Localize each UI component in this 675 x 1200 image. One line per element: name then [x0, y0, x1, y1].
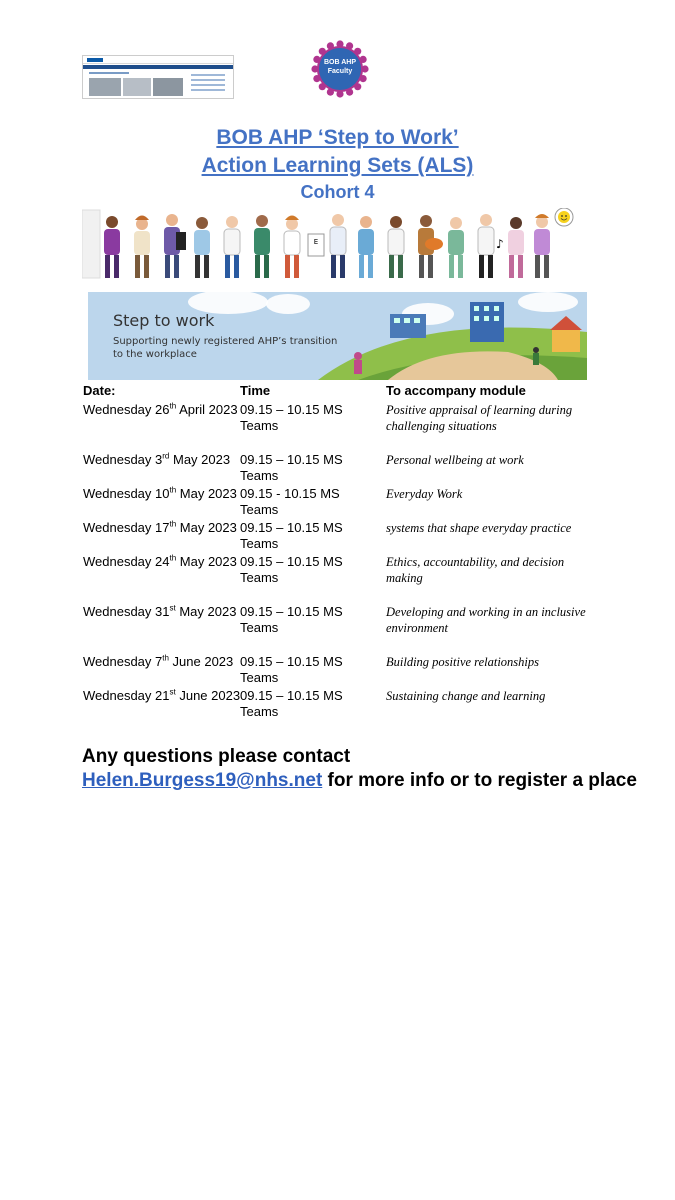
contact-suffix: for more info or to register a place	[322, 770, 637, 791]
session-time: 09.15 – 10.15 MS Teams	[240, 654, 343, 685]
session-time: 09.15 – 10.15 MS Teams	[240, 520, 343, 551]
session-time: 09.15 – 10.15 MS Teams	[240, 604, 343, 635]
badge-text: BOB AHP Faculty	[323, 59, 357, 75]
session-date: Wednesday 7th June 2023	[83, 653, 234, 669]
session-date: Wednesday 24th May 2023	[83, 553, 237, 569]
contact-prefix: Any questions please contact	[82, 746, 351, 767]
session-time: 09.15 – 10.15 MS Teams	[240, 452, 343, 483]
title-line-2: Action Learning Sets (ALS)	[201, 154, 474, 177]
session-date: Wednesday 26th April 2023	[83, 401, 238, 417]
session-time: 09.15 – 10.15 MS Teams	[240, 402, 343, 433]
session-module: Developing and working in an inclusive environment	[386, 605, 586, 635]
contact-paragraph	[82, 745, 642, 793]
title-cohort: Cohort 4	[300, 182, 375, 202]
svg-text:♪: ♪	[496, 237, 504, 251]
session-date: Wednesday 10th May 2023	[83, 485, 237, 501]
session-date: Wednesday 21st June 2023	[83, 687, 241, 703]
session-time: 09.15 – 10.15 MS Teams	[240, 554, 343, 585]
session-module: Personal wellbeing at work	[386, 453, 524, 467]
session-module: Building positive relationships	[386, 655, 540, 669]
healthcare-professionals-illustration	[82, 208, 590, 282]
session-time: 09.15 – 10.15 MS Teams	[240, 688, 343, 719]
banner-subtitle: Supporting newly registered AHP’s transition to the workplace	[113, 336, 338, 360]
session-date: Wednesday 17th May 2023	[83, 519, 237, 535]
session-date: Wednesday 3rd May 2023	[83, 451, 231, 467]
title-line-1: BOB AHP ‘Step to Work’	[216, 126, 459, 149]
banner-heading: Step to work	[113, 311, 215, 330]
session-module: Sustaining change and learning	[386, 689, 546, 703]
session-module: Ethics, accountability, and decision making	[386, 555, 565, 585]
session-module: Positive appraisal of learning during challenging situations	[386, 403, 573, 433]
website-screenshot-thumbnail	[82, 55, 234, 99]
session-module: Everyday Work	[386, 487, 463, 501]
session-date: Wednesday 31st May 2023	[83, 603, 237, 619]
column-header-module: To accompany module	[386, 383, 526, 398]
column-header-date: Date:	[83, 383, 116, 398]
contact-email-link[interactable]: Helen.Burgess19@nhs.net	[82, 770, 323, 791]
column-header-time: Time	[240, 383, 271, 398]
svg-text:E: E	[313, 238, 319, 246]
session-module: systems that shape everyday practice	[386, 521, 572, 535]
session-time: 09.15 - 10.15 MS Teams	[240, 486, 340, 517]
